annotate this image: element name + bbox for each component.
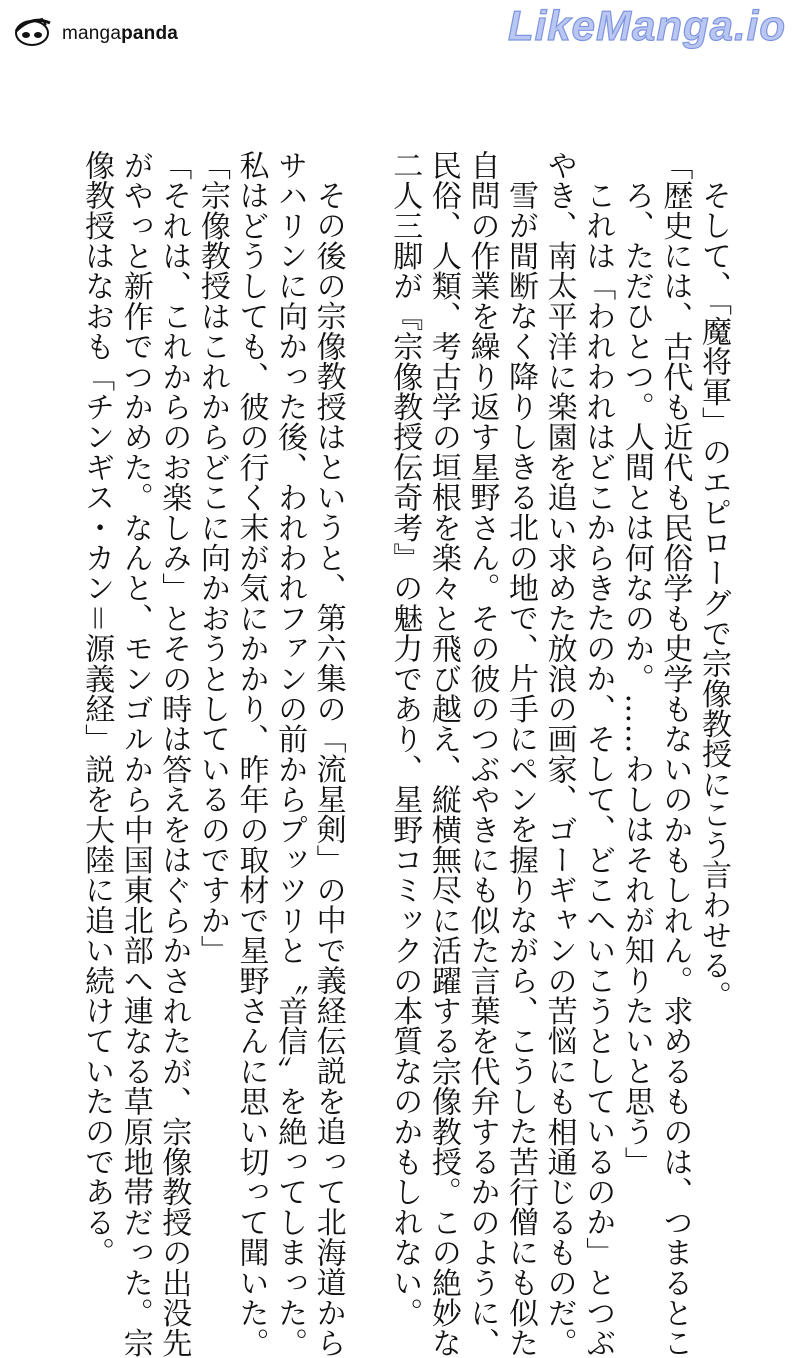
site-logo[interactable] xyxy=(12,10,178,50)
essay-line: 「それは、これからのお楽しみ」とその時は答えをはぐらかされたが、宗像教授の出没先 xyxy=(156,150,192,1358)
essay-line: そして、「魔将軍」のエピローグで宗像教授にこう言わせる。 xyxy=(696,180,731,1011)
paragraph-gap xyxy=(347,150,385,1190)
watermark: LikeManga.io xyxy=(507,2,786,49)
essay-line: がやっと新作でつかめた。なんと、モンゴルから中国東北部へ連なる草原地帯だった。宗 xyxy=(117,150,153,1358)
essay-line: 雪が間断なく降りしきる北の地で、片手にペンを握りながら、こうした苦行僧にも似た xyxy=(503,180,539,1358)
essay-line: その後の宗像教授はというと、第六集の「流星剣」の中で義経伝説を追って北海道から xyxy=(310,180,346,1358)
essay-line: 自問の作業を繰り返す星野さん。その彼のつぶやきにも似た言葉を代弁するかのように、 xyxy=(464,150,500,1358)
essay-line: 「宗像教授はこれからどこに向かおうとしているのですか」 xyxy=(194,150,230,966)
logo-text: mangapanda xyxy=(62,23,179,44)
essay-line: 二人三脚が『宗像教授伝奇考』の魅力であり、星野コミックの本質なのかもしれない。 xyxy=(387,150,423,1328)
essay-line: サハリンに向かった後、われわれファンの前からプッツリと〝音信〟を絶ってしまった。 xyxy=(272,150,308,1358)
essay-line: 民俗、人類、考古学の垣根を楽々と飛び越え、縦横無尽に活躍する宗像教授。この絶妙な xyxy=(425,150,461,1358)
panda-logo-icon xyxy=(12,11,68,49)
essay-line: やき、南太平洋に楽園を追い求めた放浪の画家、ゴーギャンの苦悩にも相通じるものだ。 xyxy=(541,150,577,1358)
essay-line: 「歴史には、古代も近代も民俗学も史学もないのかもしれん。求めるものは、つまるとこ xyxy=(657,150,693,1358)
essay-line: 私はどうしても、彼の行く末が気にかかり、昨年の取材で星野さんに思い切って聞いた。 xyxy=(233,150,269,1358)
essay-line: ろ、ただひとつ。人間とは何なのか。……わしはそれが知りたいと思う」 xyxy=(618,180,654,1177)
essay-line: 像教授はなおも「チンギス・カン＝源義経」説を大陸に追い続けていたのである。 xyxy=(79,150,115,1268)
essay-line: これは「われわれはどこからきたのか、そして、どこへいこうとしているのか」とつぶ xyxy=(580,180,616,1358)
essay-text xyxy=(62,150,732,1358)
